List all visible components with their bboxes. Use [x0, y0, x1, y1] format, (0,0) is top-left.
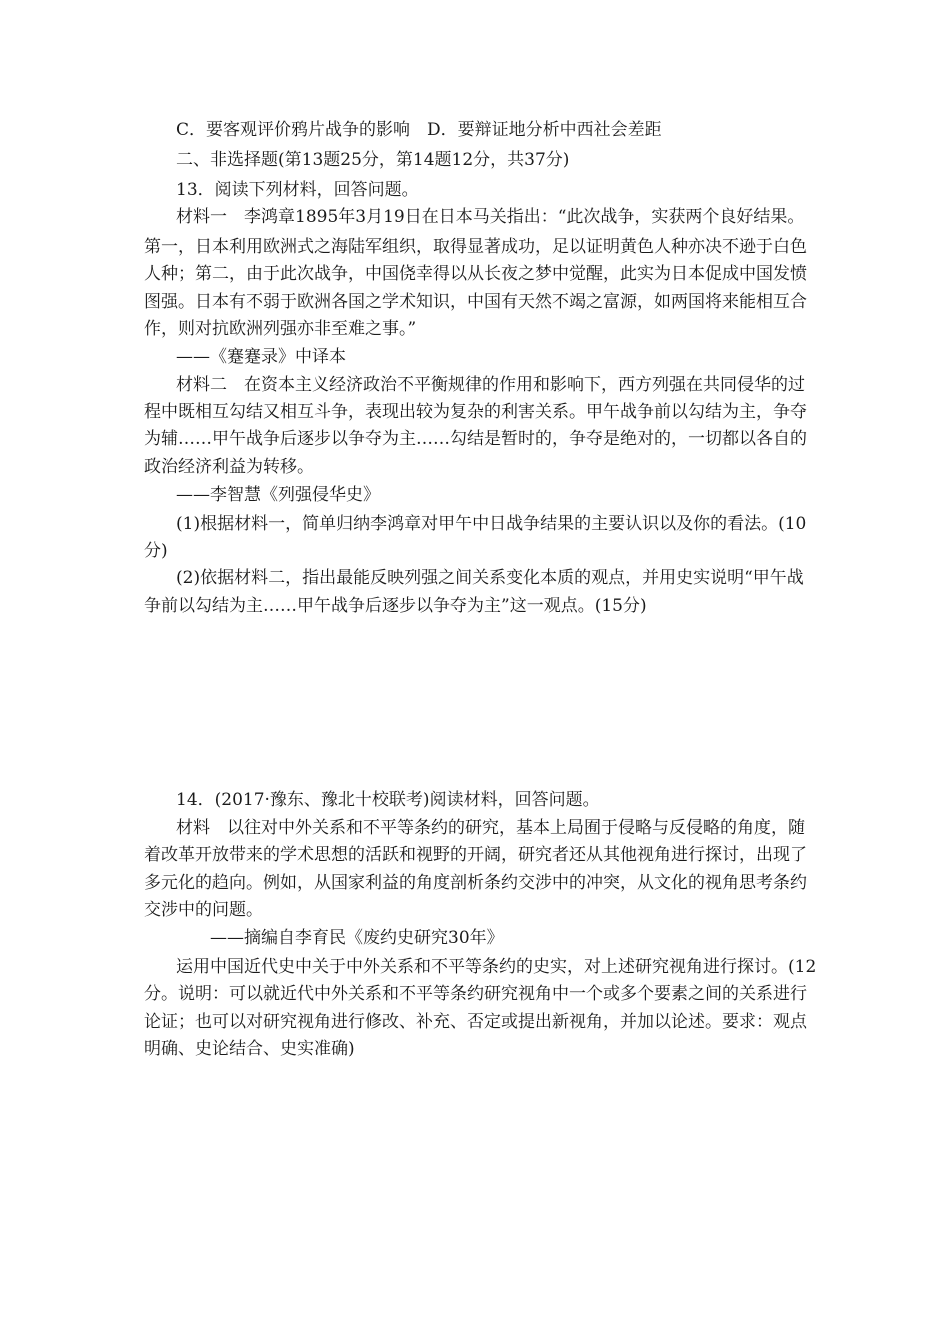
q13-material1-line: 人种；第二，由于此次战争，中国侥幸得以从长夜之梦中觉醒，此实为日本促成中国发愤 [144, 264, 807, 284]
q13-material2-line: 材料二 在资本主义经济政治不平衡规律的作用和影响下，西方列强在共同侵华的过 [176, 375, 805, 395]
section-header: 二、非选择题(第13题25分，第14题12分，共37分) [176, 150, 570, 170]
q13-material1-source: ——《蹇蹇录》中译本 [176, 347, 346, 367]
q13-sub2-line: (2)依据材料二，指出最能反映列强之间关系变化本质的观点，并用史实说明“甲午战 [176, 568, 804, 588]
q14-stem: 14．(2017·豫东、豫北十校联考)阅读材料，回答问题。 [176, 790, 600, 810]
q13-material2-source: ——李智慧《列强侵华史》 [176, 485, 380, 505]
q14-material-line: 交涉中的问题。 [144, 900, 263, 920]
q13-sub1-line: (1)根据材料一，简单归纳李鸿章对甲午中日战争结果的主要认识以及你的看法。(10 [176, 514, 807, 534]
q14-material-source: ——摘编自李育民《废约史研究30年》 [210, 928, 504, 948]
q12-options-cd: C．要客观评价鸦片战争的影响 D．要辩证地分析中西社会差距 [176, 120, 662, 140]
q13-material2-line: 政治经济利益为转移。 [144, 457, 314, 477]
q14-question-line: 分。说明：可以就近代中外关系和不平等条约研究视角中一个或多个要素之间的关系进行 [144, 984, 807, 1004]
q13-material1-line: 第一，日本利用欧洲式之海陆军组织，取得显著成功，足以证明黄色人种亦决不逊于白色 [144, 237, 807, 257]
q13-material2-line: 为辅……甲午战争后逐步以争夺为主……勾结是暂时的，争夺是绝对的，一切都以各自的 [144, 429, 807, 449]
q14-material-line: 着改革开放带来的学术思想的活跃和视野的开阔，研究者还从其他视角进行探讨，出现了 [144, 845, 807, 865]
q14-material-line: 多元化的趋向。例如，从国家利益的角度剖析条约交涉中的冲突，从文化的视角思考条约 [144, 873, 807, 893]
q13-material1-line: 图强。日本有不弱于欧洲各国之学术知识，中国有天然不竭之富源，如两国将来能相互合 [144, 292, 807, 312]
q14-question-line: 论证；也可以对研究视角进行修改、补充、否定或提出新视角，并加以论述。要求：观点 [144, 1012, 807, 1032]
q13-sub2-line: 争前以勾结为主……甲午战争后逐步以争夺为主”这一观点。(15分) [144, 596, 647, 616]
q13-material1-line: 作，则对抗欧洲列强亦非至难之事。” [144, 319, 417, 339]
q13-sub1-line: 分) [144, 541, 168, 561]
q13-stem: 13．阅读下列材料，回答问题。 [176, 180, 419, 200]
q14-question-line: 运用中国近代史中关于中外关系和不平等条约的史实，对上述研究视角进行探讨。(12 [176, 957, 817, 977]
q14-question-line: 明确、史论结合、史实准确) [144, 1039, 355, 1059]
q13-material1-line: 材料一 李鸿章1895年3月19日在日本马关指出：“此次战争，实获两个良好结果。 [176, 207, 805, 227]
q14-material-line: 材料 以往对中外关系和不平等条约的研究，基本上局囿于侵略与反侵略的角度，随 [176, 818, 805, 838]
q13-material2-line: 程中既相互勾结又相互斗争，表现出较为复杂的利害关系。甲午战争前以勾结为主，争夺 [144, 402, 807, 422]
